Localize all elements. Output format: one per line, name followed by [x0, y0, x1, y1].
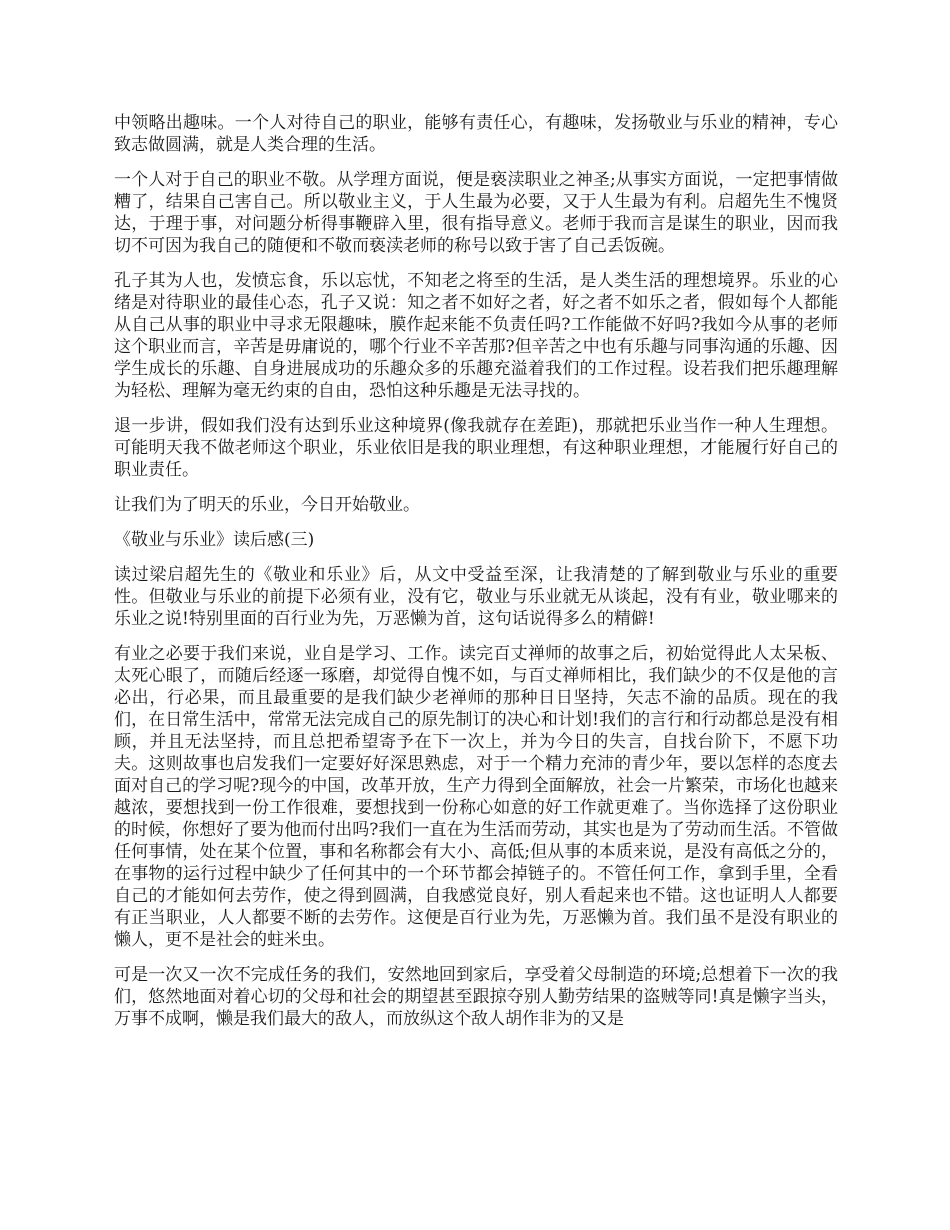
paragraph-3: 孔子其为人也，发愤忘食，乐以忘忧，不知老之将至的生活，是人类生活的理想境界。乐业的心绪是对待职业的最佳心态，孔子又说：知之者不如好之者，好之者不如乐之者，假如每个人都能从自己从事的职业中寻求无限趣味，膜作起来能不负责任吗?工作能做不好吗?我如今从事的老师这个职业而言，辛苦是毋庸说的，哪个行业不辛苦那?但辛苦之中也有乐趣与同事沟通的乐趣、因学生成长的乐趣、自身进展成功的乐趣众多的乐趣充溢着我们的工作过程。设若我们把乐趣理解为轻松、理解为毫无约束的自由，恐怕这种乐趣是无法寻找的。	[114, 271, 838, 401]
paragraph-6: 读过梁启超先生的《敬业和乐业》后，从文中受益至深，让我清楚的了解到敬业与乐业的重要性。但敬业与乐业的前提下必须有业，没有它，敬业与乐业就无从谈起，没有有业，敬业哪来的乐业之说!特别里面的百行业为先，万恶懒为首，这句话说得多么的精僻!	[114, 565, 838, 629]
paragraph-8: 可是一次又一次不完成任务的我们，安然地回到家后，享受着父母制造的环境;总想着下一次的我们，悠然地面对着心切的父母和社会的期望甚至跟掠夺别人勤劳结果的盗贼等同!真是懒字当头，万事不成啊，懒是我们最大的敌人，而放纵这个敌人胡作非为的又是	[114, 965, 838, 1029]
document-page	[114, 112, 838, 1043]
paragraph-4: 退一步讲，假如我们没有达到乐业这种境界(像我就存在差距)，那就把乐业当作一种人生理想。可能明天我不做老师这个职业，乐业依旧是我的职业理想，有这种职业理想，才能履行好自己的职业责任。	[114, 416, 838, 480]
paragraph-7: 有业之必要于我们来说，业自是学习、工作。读完百丈禅师的故事之后，初始觉得此人太呆板、太死心眼了，而随后经逐一琢磨，却觉得自愧不如，与百丈禅师相比，我们缺少的不仅是他的言必出，行必果，而且最重要的是我们缺少老禅师的那种日日坚持，矢志不渝的品质。现在的我们，在日常生活中，常常无法完成自己的原先制订的决心和计划!我们的言行和行动都总是没有相顾，并且无法坚持，而且总把希望寄予在下一次上，并为今日的失言，自找台阶下，不愿下功夫。这则故事也启发我们一定要好好深思熟虑，对于一个精力充沛的青少年，要以怎样的态度去面对自己的学习呢?现今的中国，改革开放，生产力得到全面解放，社会一片繁荣，市场化也越来越浓，要想找到一份工作很难，要想找到一份称心如意的好工作就更难了。当你选择了这份职业的时候，你想好了要为他而付出吗?我们一直在为生活而劳动，其实也是为了劳动而生活。不管做任何事情，处在某个位置，事和名称都会有大小、高低;但从事的本质来说，是没有高低之分的，在事物的运行过程中缺少了任何其中的一个环节都会掉链子的。不管任何工作，拿到手里，全看自己的才能如何去劳作，使之得到圆满，自我感觉良好，别人看起来也不错。这也证明人人都要有正当职业，人人都要不断的去劳作。这便是百行业为先，万恶懒为首。我们虽不是没有职业的懒人，更不是社会的蛀米虫。	[114, 644, 838, 950]
paragraph-2: 一个人对于自己的职业不敬。从学理方面说，便是亵渎职业之神圣;从事实方面说，一定把事情做糟了，结果自己害自己。所以敬业主义，于人生最为必要，又于人生最为有利。启超先生不愧贤达，于理于事，对问题分析得事鞭辟入里，很有指导意义。老师于我而言是谋生的职业，因而我切不可因为我自己的随便和不敬而亵渎老师的称号以致于害了自己丢饭碗。	[114, 170, 838, 256]
section-heading: 《敬业与乐业》读后感(三)	[114, 530, 315, 550]
paragraph-1: 中领略出趣味。一个人对待自己的职业，能够有责任心，有趣味，发扬敬业与乐业的精神，专心致志做圆满，就是人类合理的生活。	[114, 113, 838, 155]
paragraph-5: 让我们为了明天的乐业，今日开始敬业。	[114, 495, 420, 515]
